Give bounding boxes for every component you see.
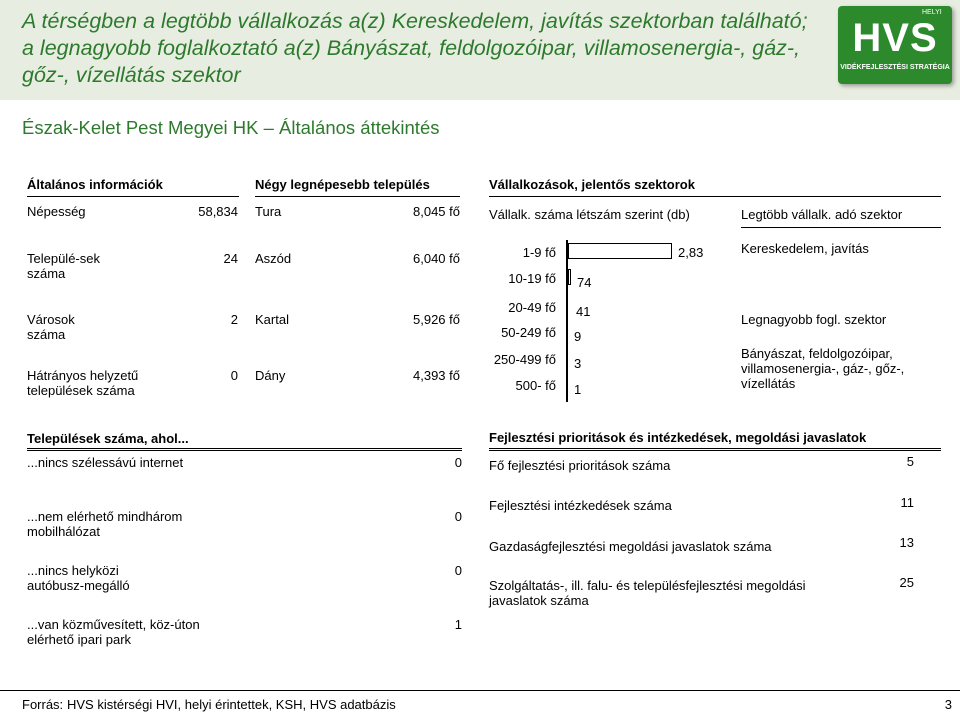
chart-value-label: 9 [574,329,582,344]
settlement-value-0: 8,045 fő [413,204,460,219]
employer-title: Legnagyobb fogl. szektor [741,312,887,327]
general-label-0: Népesség [27,204,86,219]
logo-sub-text: VIDÉKFEJLESZTÉSI STRATÉGIA [840,64,950,71]
sector-underline [741,227,941,228]
priorities-title: Fejlesztési prioritások és intézkedések, megoldási javaslatok [489,430,867,445]
enterprise-chart-title: Vállalk. száma létszám szerint (db) [489,207,690,222]
priority-value-0: 5 [906,454,914,469]
lacking-value-0: 0 [454,455,462,470]
settlement-name-1: Aszód [255,251,292,266]
logo-small-text: HELYI [922,9,942,16]
chart-value-label: 74 [577,275,592,290]
chart-value-label: 3 [574,356,582,371]
hvs-logo [838,6,952,84]
chart-category-label: 10-19 fő [508,271,556,286]
chart-value-label: 1 [574,382,582,397]
general-underline [27,196,239,197]
general-value-2: 2 [230,312,238,327]
general-label-2: Városok száma [27,312,75,342]
settlements-title: Négy legnépesebb település [255,177,430,192]
lacking-value-3: 1 [454,617,462,632]
settlement-name-2: Kartal [255,312,289,327]
priority-label-0: Fő fejlesztési prioritások száma [489,458,671,473]
priority-label-1: Fejlesztési intézkedések száma [489,498,672,513]
lacking-label-3: ...van közművesített, köz-úton elérhető ipari park [27,617,200,647]
lacking-title: Települések száma, ahol... [27,431,189,446]
settlement-name-3: Dány [255,368,286,383]
lacking-value-1: 0 [454,509,462,524]
settlement-value-3: 4,393 fő [413,368,460,383]
lacking-underline [27,448,462,451]
sector-value: Kereskedelem, javítás [741,241,869,256]
priority-value-3: 25 [899,575,914,590]
chart-axis [566,240,568,402]
settlement-value-1: 6,040 fő [413,251,460,266]
footer-source-label: Forrás: [22,697,64,712]
lacking-label-1: ...nem elérhető mindhárom mobilhálózat [27,509,183,539]
priority-label-2: Gazdaságfejlesztési megoldási javaslatok száma [489,539,772,554]
page-number: 3 [944,697,952,712]
chart-bar [568,269,571,285]
priority-value-2: 13 [899,535,914,550]
settlements-underline [255,196,460,197]
logo-main-text: HVS [852,16,938,60]
chart-bar [568,243,672,259]
priority-label-3: Szolgáltatás-, ill. falu- és településfejlesztési megoldási javaslatok száma [489,578,806,608]
chart-category-label: 20-49 fő [508,300,556,315]
lacking-value-2: 0 [454,563,462,578]
general-value-0: 58,834 [198,204,238,219]
chart-category-label: 250-499 fő [493,352,556,367]
chart-category-label: 1-9 fő [522,245,556,260]
footer-line [0,690,960,691]
headline: A térségben a legtöbb vállalkozás a(z) Kereskedelem, javítás szektorban található; a legnagyobb foglalkoztató a(z) Bányászat, feldolgozóipar, villamosenergia-, gáz-, gőz-, vízellátás szektor [22,9,808,87]
settlement-name-0: Tura [255,204,282,219]
priority-value-1: 11 [900,495,914,510]
priorities-underline [489,448,941,451]
lacking-label-2: ...nincs helyközi autóbusz-megálló [27,563,130,593]
lacking-label-0: ...nincs szélessávú internet [27,455,184,470]
settlement-value-2: 5,926 fő [413,312,460,327]
sector-title: Legtöbb vállalk. adó szektor [741,207,903,222]
chart-value-label: 41 [576,304,591,319]
chart-bar [568,298,570,314]
chart-category-label: 50-249 fő [501,325,556,340]
footer-source-text: HVS kistérségi HVI, helyi érintettek, KSH, HVS adatbázis [67,697,396,712]
general-label-3: Hátrányos helyzetű települések száma [27,368,139,398]
page-subtitle: Észak-Kelet Pest Megyei HK – Általános áttekintés [22,117,440,138]
employer-value: Bányászat, feldolgozóipar, villamosenergia-, gáz-, gőz-, vízellátás [741,346,905,391]
chart-category-label: 500- fő [515,378,556,393]
general-value-1: 24 [223,251,238,266]
general-title: Általános információk [27,177,163,192]
chart-value-label: 2,83 [678,245,704,260]
general-label-1: Települé-sek száma [27,251,100,281]
general-value-3: 0 [230,368,238,383]
enterprises-title: Vállalkozások, jelentős szektorok [489,177,695,192]
enterprises-underline [489,196,941,197]
